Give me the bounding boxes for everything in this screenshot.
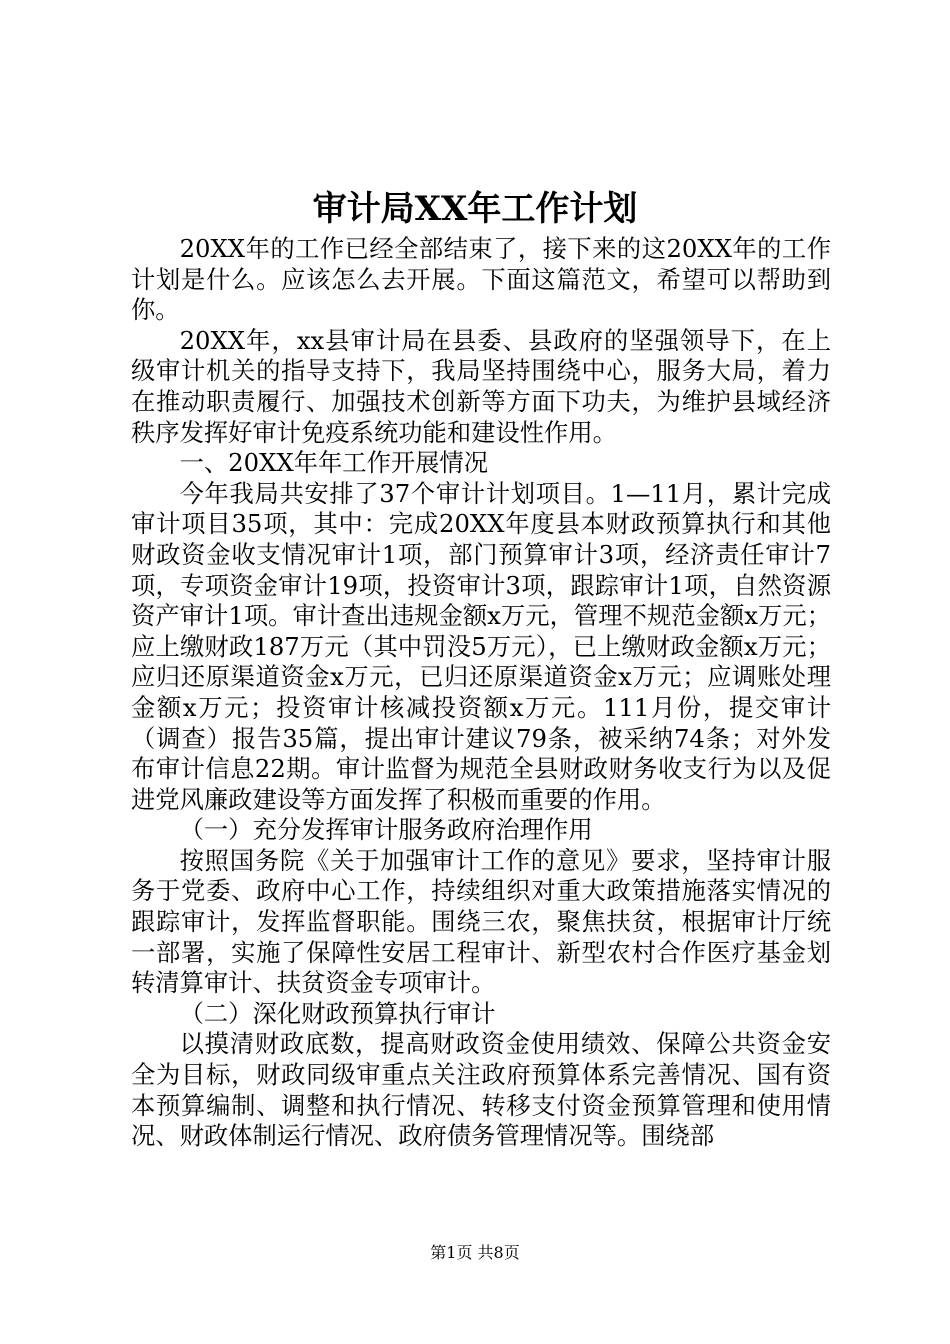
paragraph: 按照国务院《关于加强审计工作的意见》要求，坚持审计服务于党委、政府中心工作，持续组织对重大政策措施落实情况的跟踪审计，发挥监督职能。围绕三农，聚焦扶贫，根据审计厅统一部署，实施了保障性安居工程审计、新型农村合作医疗基金划转清算审计、扶贫资金专项审计。 bbox=[131, 845, 831, 998]
document-body bbox=[131, 234, 831, 1152]
document-title: 审计局XX年工作计划 bbox=[312, 189, 638, 229]
subsection-heading: （二）深化财政预算执行审计 bbox=[179, 998, 496, 1028]
paragraph: 以摸清财政底数，提高财政资金使用绩效、保障公共资金安全为目标，财政同级审重点关注政府预算体系完善情况、国有资本预算编制、调整和执行情况、转移支付资金预算管理和使用情况、财政体制运行情况、政府债务管理情况等。围绕部 bbox=[131, 1029, 831, 1151]
paragraph: 20XX年，xx县审计局在县委、县政府的坚强领导下，在上级审计机关的指导支持下，我局坚持围绕中心，服务大局，着力在推动职责履行、加强技术创新等方面下功夫，为维护县域经济秩序发挥好审计免疫系统功能和建设性作用。 bbox=[131, 325, 831, 447]
paragraph: 20XX年的工作已经全部结束了，接下来的这20XX年的工作计划是什么。应该怎么去开展。下面这篇范文，希望可以帮助到你。 bbox=[131, 234, 831, 325]
page-footer: 第1页 共8页 bbox=[430, 1243, 520, 1262]
section-heading: 一、20XX年年工作开展情况 bbox=[179, 448, 489, 478]
subsection-heading: （一）充分发挥审计服务政府治理作用 bbox=[179, 815, 593, 845]
paragraph: 今年我局共安排了37个审计计划项目。1—11月，累计完成审计项目35项，其中：完成20XX年度县本财政预算执行和其他财政资金收支情况审计1项，部门预算审计3项，经济责任审计7项，专项资金审计19项，投资审计3项，跟踪审计1项，自然资源资产审计1项。审计查出违规金额x万元，管理不规范金额x万元；应上缴财政187万元（其中罚没5万元），已上缴财政金额x万元；应归还原渠道资金x万元，已归还原渠道资金x万元；应调账处理金额x万元；投资审计核减投资额x万元。111月份，提交审计（调查）报告35篇，提出审计建议79条，被采纳74条；对外发布审计信息22期。审计监督为规范全县财政财务收支行为以及促进党风廉政建设等方面发挥了积极而重要的作用。 bbox=[131, 478, 831, 814]
